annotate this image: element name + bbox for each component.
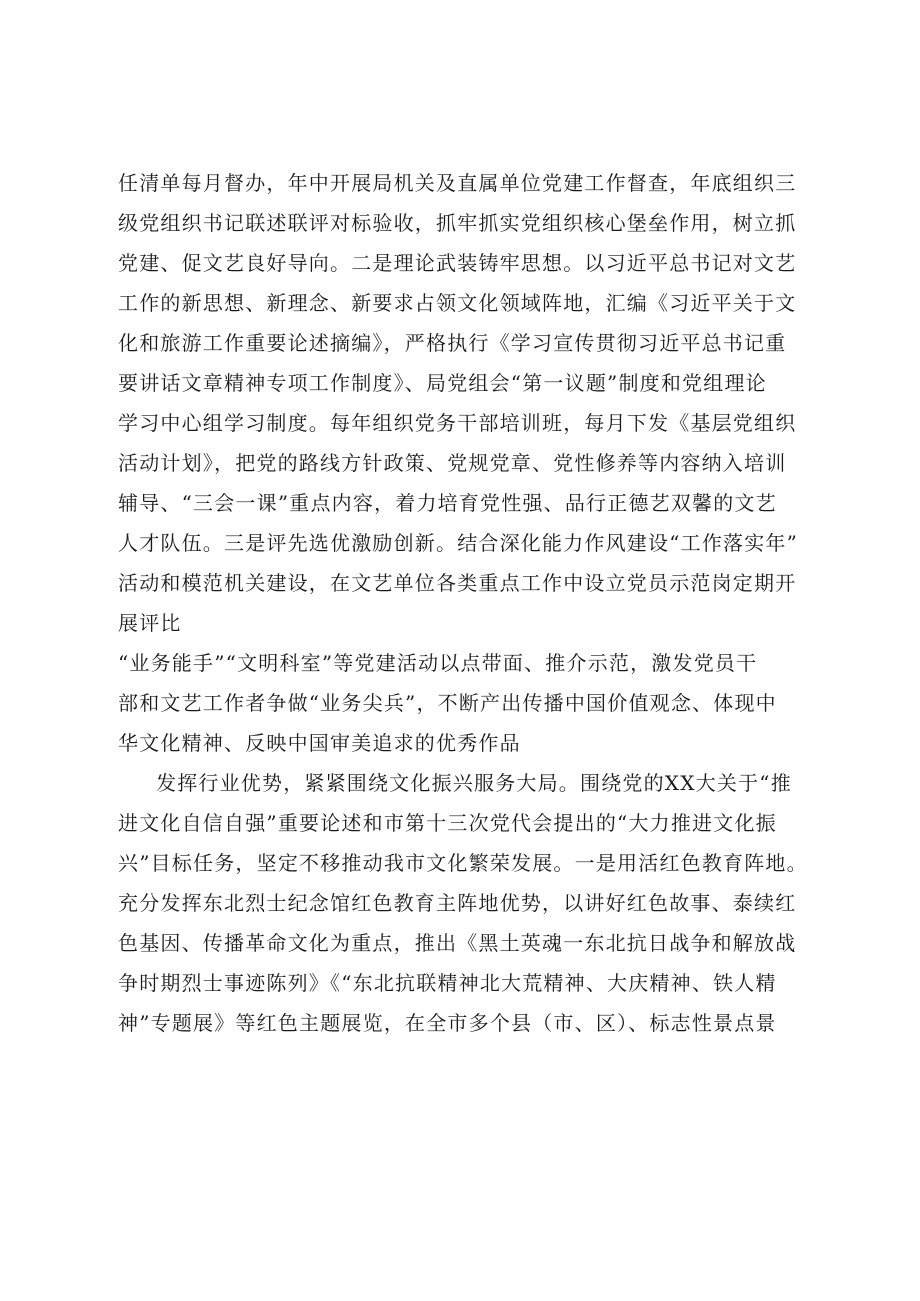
text-line: 充分发挥东北烈士纪念馆红色教育主阵地优势，以讲好红色故事、泰续红 xyxy=(118,891,797,915)
text-line: 部和文艺工作者争做“业务尖兵”，不断产出传播中国价值观念、体现中 xyxy=(118,691,777,715)
text-line: 神”专题展》等红色主题展览，在全市多个县（市、区）、标志性景点景 xyxy=(118,1011,777,1035)
text-line: 发挥行业优势，紧紧围绕文化振兴服务大局。围绕党的XX大关于“推 xyxy=(156,771,792,795)
text-line: 要讲话文章精神专项工作制度》、局党组会“第一议题”制度和党组理论 xyxy=(118,371,767,395)
text-line: 化和旅游工作重要论述摘编》，严格执行《学习宣传贯彻习近平总书记重 xyxy=(118,331,787,355)
text-line: 任清单每月督办，年中开展局机关及直属单位党建工作督查，年底组织三 xyxy=(118,171,797,195)
text-line: 争时期烈士事迹陈列》《“东北抗联精神北大荒精神、大庆精神、铁人精 xyxy=(118,971,777,995)
text-line: 党建、促文艺良好导向。二是理论武装铸牢思想。以习近平总书记对文艺 xyxy=(118,251,797,275)
paragraph-3 xyxy=(118,763,818,1043)
text-line: 进文化自信自强”重要论述和市第十三次党代会提出的“大力推进文化振 xyxy=(118,811,777,835)
document-body xyxy=(118,163,818,1043)
paragraph-2 xyxy=(118,643,818,763)
text-line: 人才队伍。三是评先选优激励创新。结合深化能力作风建设“工作落实年” xyxy=(118,531,799,555)
paragraph-1 xyxy=(118,163,818,643)
text-line: 华文化精神、反映中国审美追求的优秀作品 xyxy=(118,731,521,755)
text-line: 展评比 xyxy=(118,611,182,635)
text-line: 兴”目标任务，坚定不移推动我市文化繁荣发展。一是用活红色教育阵地。 xyxy=(118,851,808,875)
text-line: 活动和模范机关建设，在文艺单位各类重点工作中设立党员示范岗定期开 xyxy=(118,571,797,595)
text-line: “业务能手”“文明科室”等党建活动以点带面、推介示范，激发党员干 xyxy=(118,651,758,675)
text-line: 辅导、“三会一课”重点内容，着力培育党性强、品行正德艺双馨的文艺 xyxy=(118,491,777,515)
text-line: 活动计划》，把党的路线方针政策、党规党章、党性修养等内容纳入培训 xyxy=(118,451,787,475)
text-line: 色基因、传播革命文化为重点，推出《黑土英魂一东北抗日战争和解放战 xyxy=(118,931,797,955)
text-line: 级党组织书记联述联评对标验收，抓牢抓实党组织核心堡垒作用，树立抓 xyxy=(118,211,797,235)
text-line: 学习中心组学习制度。每年组织党务干部培训班，每月下发《基层党组织 xyxy=(118,411,797,435)
text-line: 工作的新思想、新理念、新要求占领文化领域阵地，汇编《习近平关于文 xyxy=(118,291,797,315)
